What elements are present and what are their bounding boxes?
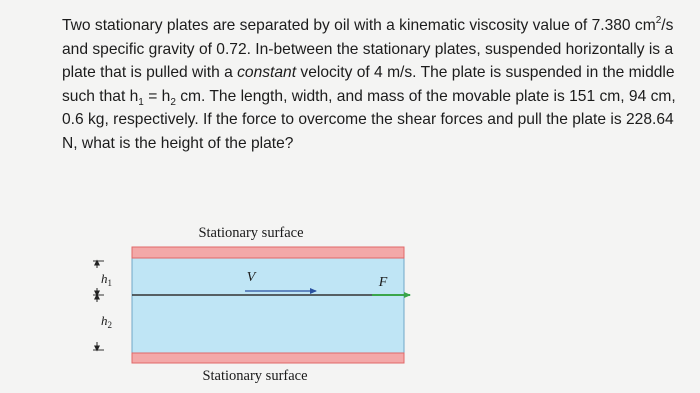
h1-label [101,271,112,288]
velocity-label: V [246,270,256,285]
subscript-2: 2 [170,96,176,108]
bottom-stationary-plate [132,353,404,363]
h2-label [101,313,112,330]
superscript-2: 2 [655,14,662,26]
h1-letter: h [101,271,108,286]
bottom-surface-label: Stationary surface [202,368,308,384]
h1-subscript: 1 [107,278,112,288]
problem-text-1: Two stationary plates are separated by oil with a kinematic viscosity value of 7.380 cm [62,17,656,34]
top-surface-label: Stationary surface [198,225,304,241]
problem-text-5: cm. The length, width, and mass of the movable plate is 151 cm, 94 cm, 0.6 kg, respectively. If the force to overcome the shear forces and pull the plate is 228.64 N, what is the height of the plate? [62,87,676,152]
emphasis-constant: constant [237,64,297,82]
problem-text-3: velocity of 4 m/s. The plate is suspended in the middle such that h [62,64,675,105]
problem-text-2: /s and specific gravity of 0.72. In-between the stationary plates, suspended horizontally is a plate that is pulled with a [62,17,674,82]
top-stationary-plate [132,247,404,258]
subscript-1: 1 [138,96,144,108]
h2-letter: h [101,313,108,328]
oil-layer [132,258,404,353]
h2-subscript: 2 [107,320,112,330]
force-label: F [378,275,388,290]
problem-text-4: = h [143,87,171,105]
